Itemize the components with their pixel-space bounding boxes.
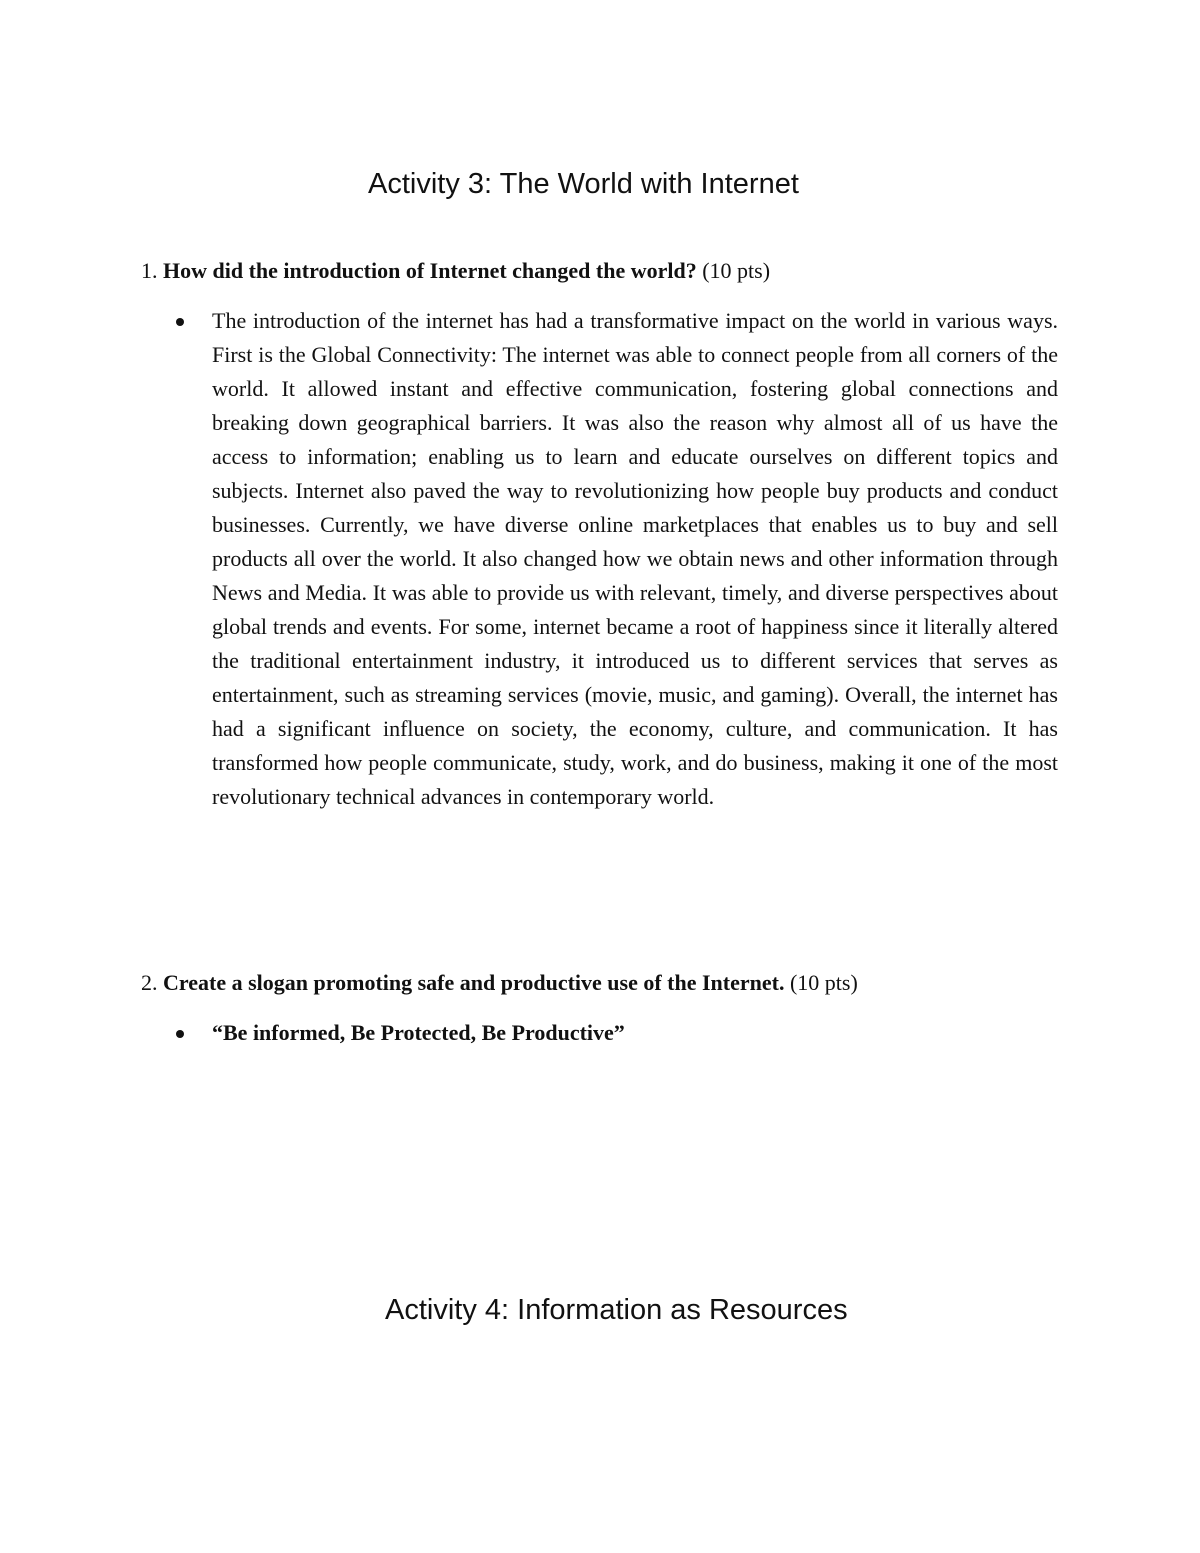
bullet-icon (176, 318, 184, 326)
question-2-points: (10 pts) (789, 970, 858, 995)
activity3-title-text: Activity 3: The World with Internet (368, 168, 799, 200)
answer-2-slogan: “Be informed, Be Protected, Be Productive” (212, 1020, 625, 1045)
question-1-number: 1. (141, 258, 158, 283)
question-2-number: 2. (141, 970, 158, 995)
question-1-points: (10 pts) (702, 258, 771, 283)
activity4-title-text: Activity 4: Information as Resources (385, 1294, 848, 1326)
question-2 (141, 972, 858, 994)
question-1 (141, 260, 770, 282)
question-2-text: Create a slogan promoting safe and productive use of the Internet. (163, 970, 785, 995)
answer-1: The introduction of the internet has had a transformative impact on the world in various ways. First is the Global Connectivity: The internet was able to connect people from all corners of the world. It allowed instant and effective communication, fostering global connections and breaking down geographical barriers. It was also the reason why almost all of us have the access to information; enabling us to learn and educate ourselves on different topics and subjects. Internet also paved the way to revolutionizing how people buy products and conduct businesses. Currently, we have diverse online marketplaces that enables us to buy and sell products all over the world. It also changed how we obtain news and other information through News and Media. It was able to provide us with relevant, timely, and diverse perspectives about global trends and events. For some, internet became a root of happiness since it literally altered the traditional entertainment industry, it introduced us to different services that serves as entertainment, such as streaming services (movie, music, and gaming). Overall, the internet has had a significant influence on society, the economy, culture, and communication. It has transformed how people communicate, study, work, and do business, making it one of the most revolutionary technical advances in contemporary world. (212, 308, 1058, 809)
question-1-text: How did the introduction of Internet changed the world? (163, 258, 697, 283)
bullet-icon (176, 1030, 184, 1038)
